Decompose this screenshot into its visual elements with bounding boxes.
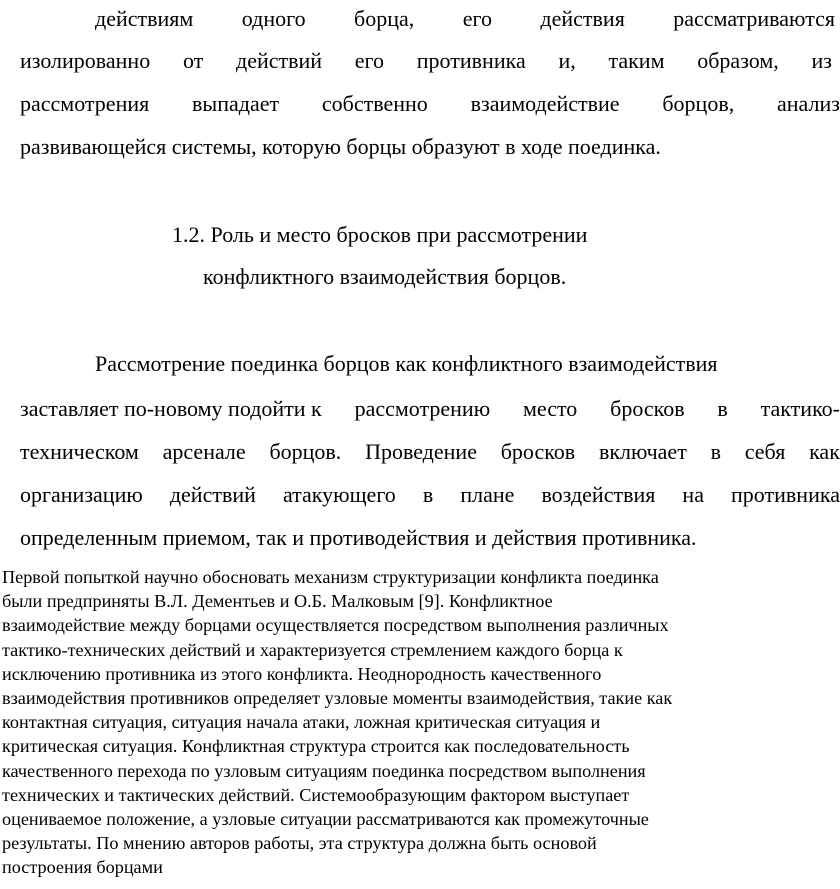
- word: в: [422, 482, 434, 507]
- small-paragraph-line: критическая ситуация. Конфликтная структура строится как последовательность: [2, 736, 630, 757]
- word: противника: [416, 48, 526, 73]
- word: Проведение: [365, 439, 477, 464]
- word: его: [462, 6, 492, 31]
- small-paragraph-line: построения борцами: [2, 857, 163, 878]
- small-paragraph-line: исключению противника из этого конфликта. Неоднородность качественного: [2, 663, 602, 684]
- word: анализ: [777, 91, 840, 116]
- small-paragraph-line: результаты. По мнению авторов работы, эта структура должна быть основой: [2, 833, 597, 854]
- word: в: [710, 439, 721, 464]
- second-paragraph-line-1: Рассмотрение поединка борцов как конфликтного взаимодействия: [95, 351, 718, 376]
- section-heading-line-1: 1.2. Роль и место бросков при рассмотрении: [172, 222, 588, 247]
- word: на: [682, 482, 704, 507]
- second-paragraph-line-4: [20, 484, 840, 506]
- word: воздействия: [541, 482, 656, 507]
- word: из: [811, 48, 832, 73]
- word: арсенале: [162, 439, 246, 464]
- word: атакующего: [282, 482, 396, 507]
- word: борцов,: [662, 91, 735, 116]
- word: рассматриваются: [673, 6, 835, 31]
- word: в: [717, 396, 728, 421]
- word: включает: [598, 439, 687, 464]
- word: организацию: [20, 482, 143, 507]
- word: тактико-: [760, 396, 840, 421]
- small-paragraph-line: технических и тактических действий. Системообразующим фактором выступает: [2, 784, 630, 805]
- word: таким: [608, 48, 665, 73]
- second-paragraph-line-5: определенным приемом, так и противодействия и действия противника.: [20, 525, 697, 550]
- word: себя: [744, 439, 786, 464]
- word: образом,: [697, 48, 779, 73]
- word: борцов.: [269, 439, 342, 464]
- word: рассмотрению: [354, 396, 491, 421]
- small-paragraph-line: тактико-технических действий и характеризуется стремлением каждого борца к: [2, 639, 623, 660]
- small-paragraph-line: были предприняты В.Л. Дементьев и О.Б. Малковым [9]. Конфликтное: [2, 591, 553, 612]
- top-paragraph-line-4: развивающейся системы, которую борцы образуют в ходе поединка.: [20, 134, 661, 159]
- section-heading-line-2: конфликтного взаимодействия борцов.: [203, 264, 567, 289]
- word: действий: [236, 48, 323, 73]
- word: как: [809, 439, 840, 464]
- top-paragraph-line-1: [95, 8, 835, 30]
- small-paragraph-line: взаимодействия противников определяет узловые моменты взаимодействия, такие как: [2, 688, 673, 708]
- word: рассмотрения: [20, 91, 150, 116]
- small-paragraph-line: Первой попыткой научно обосновать механизм структуризации конфликта поединка: [2, 567, 659, 587]
- word: взаимодействие: [470, 91, 620, 116]
- top-paragraph-line-2: [20, 50, 832, 72]
- second-paragraph-line-2: [20, 398, 840, 420]
- small-paragraph-line: взаимодействие между борцами осуществляется посредством выполнения различных: [2, 615, 669, 636]
- word: место: [522, 396, 578, 421]
- small-paragraph-line: оцениваемое положение, а узловые ситуации рассматриваются как промежуточные: [2, 809, 649, 829]
- word: бросков: [500, 439, 576, 464]
- word: собственно: [321, 91, 428, 116]
- word: заставляет по-новому подойти к: [20, 396, 322, 421]
- word: действиям: [95, 6, 194, 31]
- small-paragraph-line: контактная ситуация, ситуация начала атаки, ложная критическая ситуация и: [2, 712, 601, 733]
- word: изолированно: [20, 48, 151, 73]
- small-paragraph-line: качественного перехода по узловым ситуациям поединка посредством выполнения: [2, 760, 646, 781]
- word: действий: [169, 482, 256, 507]
- word: бросков: [610, 396, 685, 421]
- word: техническом: [20, 439, 139, 464]
- word: и,: [558, 48, 576, 73]
- second-paragraph-line-3: [20, 441, 840, 463]
- top-paragraph-line-3: [20, 93, 840, 115]
- word: плане: [460, 482, 515, 507]
- word: от: [182, 48, 204, 73]
- word: выпадает: [192, 91, 280, 116]
- word: борца,: [354, 6, 415, 31]
- word: его: [354, 48, 385, 73]
- word: одного: [241, 6, 306, 31]
- word: противника: [731, 482, 840, 507]
- word: действия: [540, 6, 625, 31]
